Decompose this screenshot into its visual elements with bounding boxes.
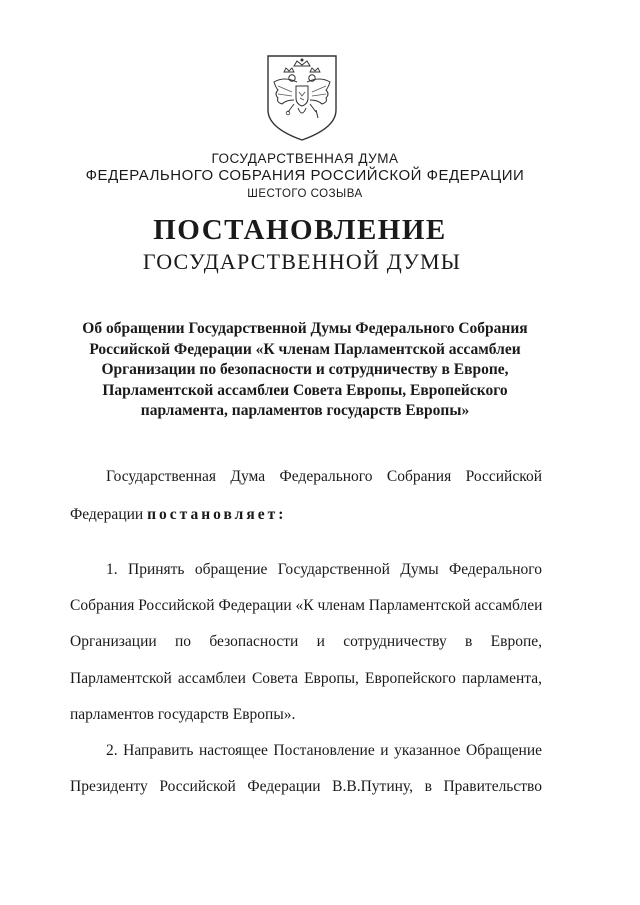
intro-line-2 [70, 506, 542, 524]
coat-of-arms-emblem [264, 52, 340, 142]
item-1-line: 1. Принять обращение Государственной Думы Федерального [106, 561, 542, 578]
document-title: ПОСТАНОВЛЕНИЕ [153, 214, 447, 246]
document-subject [60, 319, 550, 422]
header-line-1: ГОСУДАРСТВЕННАЯ ДУМА [211, 151, 399, 166]
header-line-2: ФЕДЕРАЛЬНОГО СОБРАНИЯ РОССИЙСКОЙ ФЕДЕРАЦИИ [85, 167, 525, 184]
subject-line: парламента, парламентов государств Европы» [140, 402, 470, 419]
intro-prefix: Федерации [70, 506, 148, 523]
item-2-line: Президенту Российской Федерации В.В.Путину, в Правительство [70, 778, 542, 795]
subject-line: Об обращении Государственной Думы Федерального Собрания [82, 320, 528, 337]
subject-line: Российской Федерации «К членам Парламентской ассамблеи [89, 340, 521, 358]
item-2-line: 2. Направить настоящее Постановление и указанное Обращение [106, 742, 542, 759]
item-1-line: парламентов государств Европы». [70, 706, 296, 723]
intro-line-1: Государственная Дума Федерального Собрания Российской [106, 468, 542, 485]
resolution-verb: постановляет: [147, 506, 287, 523]
item-1-line: Парламентской ассамблеи Совета Европы, Европейского парламента, [70, 670, 542, 687]
item-1-line: Собрания Российской Федерации «К членам Парламентской ассамблеи [70, 597, 543, 614]
header-line-3: ШЕСТОГО СОЗЫВА [247, 188, 363, 200]
document-subtitle: ГОСУДАРСТВЕННОЙ ДУМЫ [142, 249, 462, 274]
subject-line: Парламентской ассамблеи Совета Европы, Европейского [102, 381, 508, 399]
item-1-line: Организации по безопасности и сотрудничеству в Европе, [70, 633, 542, 650]
subject-line: Организации по безопасности и сотрудничеству в Европе, [101, 361, 509, 378]
